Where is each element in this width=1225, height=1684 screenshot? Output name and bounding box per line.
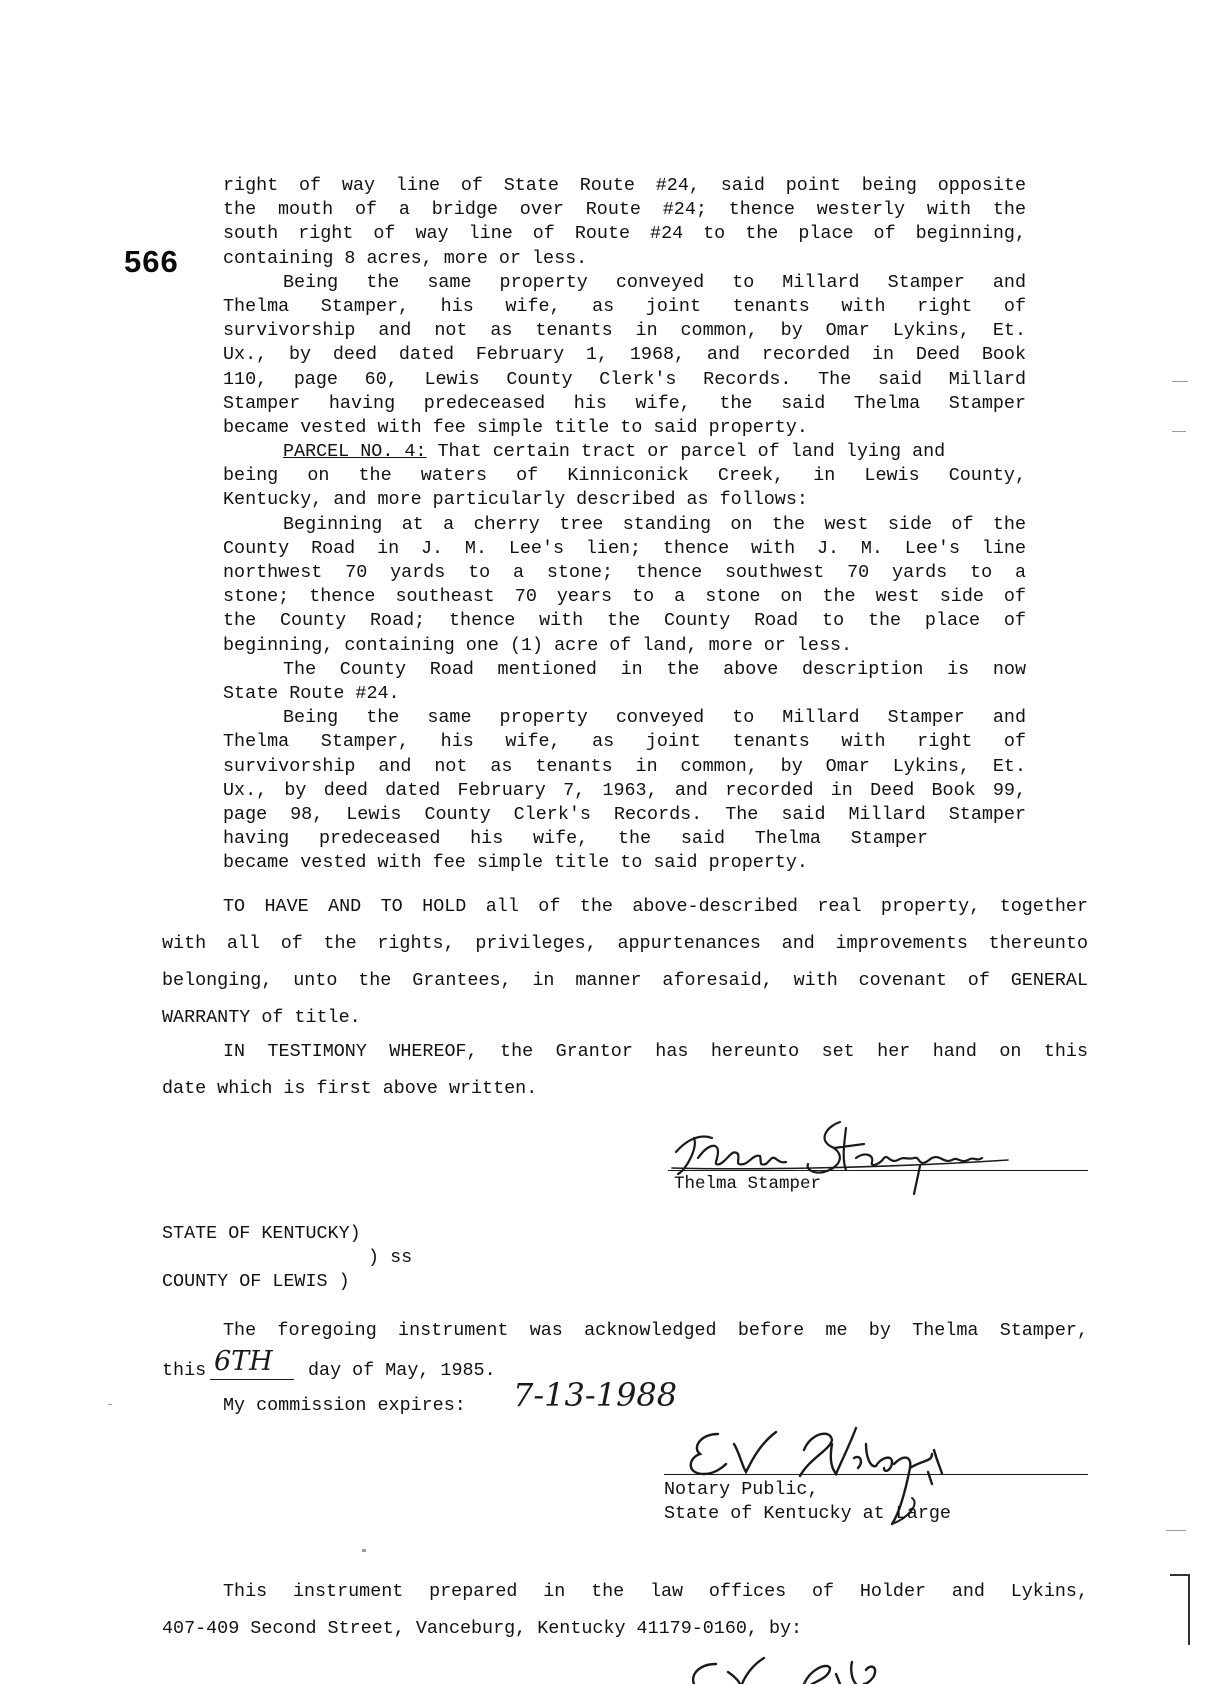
scan-mark bbox=[1172, 381, 1188, 382]
text-line: beginning, containing one (1) acre of land, more or less. bbox=[223, 634, 853, 656]
ack-day-handwritten: 6TH bbox=[214, 1346, 273, 1377]
text-line: This instrument prepared in the law offices of Holder and Lykins, bbox=[223, 1581, 1088, 1602]
scan-mark bbox=[1172, 431, 1186, 432]
text-line: became vested with fee simple title to said property. bbox=[223, 852, 808, 874]
habendum-clause bbox=[162, 888, 1088, 1036]
text-line: right of way line of State Route #24, said point being opposite bbox=[223, 175, 1026, 196]
text-line: Thelma Stamper, his wife, as joint tenants with right of bbox=[223, 731, 1026, 753]
text-line: State Route #24. bbox=[223, 682, 400, 704]
text-line: Ux., by deed dated February 1, 1968, and recorded in Deed Book bbox=[223, 344, 1026, 366]
commission-label: My commission expires: bbox=[223, 1395, 466, 1416]
parcel-heading-text: That certain tract or parcel of land lying and bbox=[426, 441, 946, 463]
text-line: Being the same property conveyed to Millard Stamper and bbox=[283, 707, 1026, 729]
testimonium-clause bbox=[162, 1033, 1088, 1107]
parcel-description bbox=[223, 174, 1026, 875]
ack-day-underline bbox=[210, 1379, 294, 1380]
text-line: northwest 70 yards to a stone; thence southwest 70 yards to a bbox=[223, 562, 1026, 583]
grantor-signature-line bbox=[668, 1170, 1088, 1171]
text-line: The foregoing instrument was acknowledged before me by Thelma Stamper, bbox=[223, 1320, 1088, 1341]
text-line: containing 8 acres, more or less. bbox=[223, 247, 588, 269]
parcel-heading-line bbox=[223, 440, 1026, 464]
text-line: stone; thence southeast 70 years to a stone on the west side of bbox=[223, 586, 1026, 608]
text-line: became vested with fee simple title to said property. bbox=[223, 416, 808, 438]
text-line: 110, page 60, Lewis County Clerk's Records. The said Millard bbox=[223, 368, 1026, 390]
text-line: Being the same property conveyed to Millard Stamper and bbox=[283, 271, 1026, 293]
text-line: County Road in J. M. Lee's lien; thence with J. M. Lee's line bbox=[223, 537, 1026, 559]
text-line: page 98, Lewis County Clerk's Records. The said Millard Stamper bbox=[223, 803, 1026, 825]
text-line: The County Road mentioned in the above description is now bbox=[283, 658, 1026, 680]
commission-date-handwritten: 7-13-1988 bbox=[513, 1376, 678, 1414]
text-line: Kentucky, and more particularly described as follows: bbox=[223, 489, 808, 511]
scan-edge-mark bbox=[1188, 1575, 1190, 1645]
preparer-handwritten-signature bbox=[680, 1650, 940, 1684]
parcel-heading: PARCEL NO. 4: bbox=[283, 441, 427, 463]
ack-day-suffix: day of May, 1985. bbox=[308, 1360, 496, 1381]
text-line: WARRANTY of title. bbox=[162, 1007, 361, 1028]
scan-mark bbox=[362, 1549, 366, 1552]
scan-mark bbox=[1166, 1530, 1186, 1531]
venue-county: COUNTY OF LEWIS ) bbox=[162, 1271, 350, 1292]
text-line: south right of way line of Route #24 to the place of beginning, bbox=[223, 223, 1026, 245]
acknowledgment bbox=[162, 1312, 1088, 1349]
text-line: survivorship and not as tenants in common, by Omar Lykins, Et. bbox=[223, 755, 1026, 777]
grantor-printed-name: Thelma Stamper bbox=[674, 1174, 822, 1194]
text-line: the mouth of a bridge over Route #24; thence westerly with the bbox=[223, 199, 1026, 221]
grantor-signature-text bbox=[0, 0, 8, 1]
text-line: Thelma Stamper, his wife, as joint tenants with right of bbox=[223, 295, 1026, 317]
notary-jurisdiction: State of Kentucky at Large bbox=[664, 1503, 951, 1524]
text-line: the County Road; thence with the County Road to the place of bbox=[223, 610, 1026, 632]
text-line: being on the waters of Kinniconick Creek, in Lewis County, bbox=[223, 465, 1026, 487]
text-line: Beginning at a cherry tree standing on the west side of the bbox=[283, 513, 1026, 535]
text-line: 407-409 Second Street, Vanceburg, Kentucky 41179-0160, by: bbox=[162, 1618, 803, 1639]
text-line: IN TESTIMONY WHEREOF, the Grantor has hereunto set her hand on this bbox=[223, 1041, 1088, 1062]
text-line: TO HAVE AND TO HOLD all of the above-described real property, together bbox=[223, 896, 1088, 917]
text-line: Stamper having predeceased his wife, the said Thelma Stamper bbox=[223, 392, 1026, 414]
page-number: 566 bbox=[124, 244, 179, 279]
scan-mark bbox=[1170, 1574, 1190, 1576]
notary-title: Notary Public, bbox=[664, 1479, 819, 1500]
ack-this-prefix: this bbox=[162, 1360, 207, 1381]
text-line: date which is first above written. bbox=[162, 1078, 538, 1099]
notary-signature-line bbox=[664, 1474, 1088, 1475]
scan-mark bbox=[108, 1404, 112, 1405]
text-line: with all of the rights, privileges, appurtenances and improvements thereunto bbox=[162, 933, 1088, 954]
preparer-statement bbox=[162, 1573, 1088, 1647]
venue-state: STATE OF KENTUCKY) bbox=[162, 1223, 361, 1244]
text-line: Ux., by deed dated February 7, 1963, and recorded in Deed Book 99, bbox=[223, 779, 1026, 801]
text-line: having predeceased his wife, the said Thelma Stamper bbox=[223, 828, 928, 850]
text-line: belonging, unto the Grantees, in manner aforesaid, with covenant of GENERAL bbox=[162, 970, 1088, 991]
venue-ss: ) ss bbox=[368, 1247, 413, 1268]
text-line: survivorship and not as tenants in common, by Omar Lykins, Et. bbox=[223, 320, 1026, 342]
